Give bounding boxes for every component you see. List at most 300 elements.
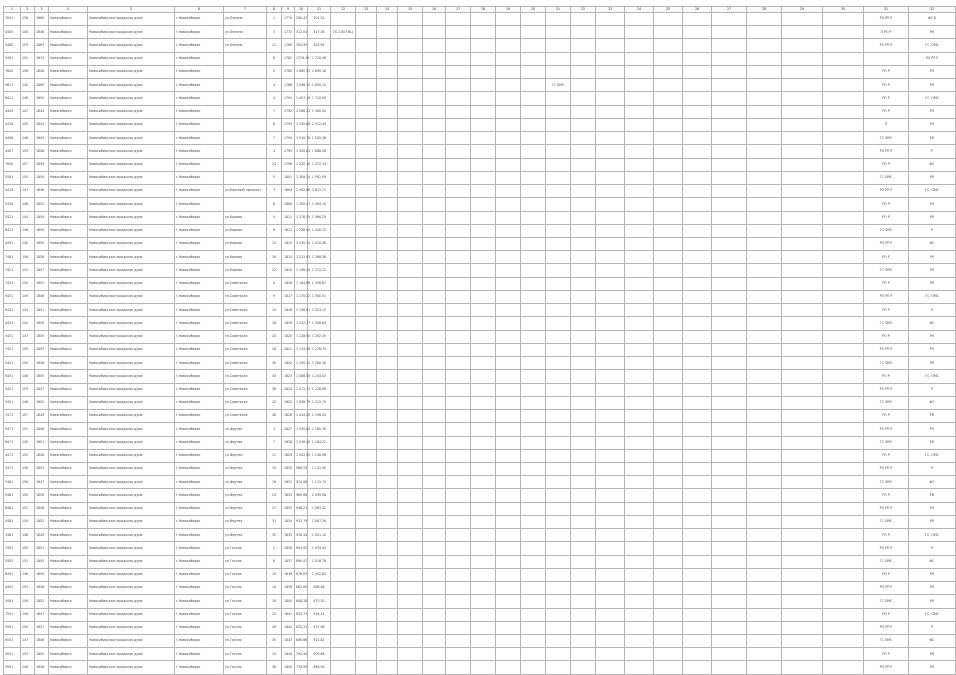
table-cell[interactable]	[571, 79, 596, 92]
table-cell[interactable]	[546, 661, 571, 674]
table-cell[interactable]: ПС 1007 ВЦ	[331, 26, 356, 39]
table-cell[interactable]: 149	[21, 92, 35, 105]
table-cell[interactable]	[546, 621, 571, 634]
table-cell[interactable]	[625, 555, 654, 568]
table-cell[interactable]	[683, 52, 712, 65]
table-cell[interactable]	[423, 118, 446, 131]
table-cell[interactable]	[546, 423, 571, 436]
table-cell[interactable]	[521, 555, 546, 568]
table-cell[interactable]: г.Новосибирск	[175, 39, 224, 52]
table-cell[interactable]: ул.Советская	[224, 317, 267, 330]
table-cell[interactable]	[654, 476, 683, 489]
table-cell[interactable]	[496, 79, 521, 92]
table-cell[interactable]: 6451	[4, 370, 21, 383]
table-cell[interactable]: 1792	[282, 105, 295, 118]
table-cell[interactable]	[596, 343, 625, 356]
table-cell[interactable]	[596, 370, 625, 383]
table-cell[interactable]: 1831	[282, 476, 295, 489]
table-cell[interactable]	[782, 277, 823, 290]
table-cell[interactable]: ул.Фрунзе	[224, 489, 267, 502]
table-cell[interactable]: 7	[267, 105, 282, 118]
table-cell[interactable]	[571, 595, 596, 608]
table-cell[interactable]: Новосибирская городская дума	[88, 621, 175, 634]
table-cell[interactable]	[571, 449, 596, 462]
table-cell[interactable]	[823, 515, 864, 528]
table-cell[interactable]: Новосибирская городская дума	[88, 65, 175, 78]
table-cell[interactable]: 1 164,22	[308, 436, 331, 449]
table-cell[interactable]	[423, 489, 446, 502]
table-cell[interactable]	[224, 132, 267, 145]
table-cell[interactable]: 1846	[35, 26, 49, 39]
table-cell[interactable]	[654, 264, 683, 277]
table-cell[interactable]	[747, 145, 782, 158]
column-header[interactable]: 13	[356, 7, 377, 13]
table-cell[interactable]	[423, 198, 446, 211]
table-cell[interactable]: 148	[21, 224, 35, 237]
table-cell[interactable]	[521, 343, 546, 356]
table-cell[interactable]	[625, 158, 654, 171]
table-cell[interactable]: ул.Гоголя	[224, 635, 267, 648]
table-cell[interactable]: 1 356,87	[308, 277, 331, 290]
table-cell[interactable]	[496, 621, 521, 634]
table-cell[interactable]	[331, 410, 356, 423]
table-cell[interactable]: 4	[267, 211, 282, 224]
table-cell[interactable]	[782, 65, 823, 78]
table-cell[interactable]	[356, 502, 377, 515]
table-cell[interactable]: РО РП Р	[864, 145, 909, 158]
table-cell[interactable]	[423, 595, 446, 608]
table-cell[interactable]: 5421	[4, 211, 21, 224]
table-cell[interactable]: 1 083,42	[308, 502, 331, 515]
table-cell[interactable]: 1 030,84	[295, 423, 308, 436]
table-cell[interactable]: 5481	[4, 489, 21, 502]
table-cell[interactable]: Новосибирская городская дума	[88, 635, 175, 648]
table-cell[interactable]: 145	[21, 237, 35, 250]
table-cell[interactable]	[377, 145, 398, 158]
table-cell[interactable]	[496, 595, 521, 608]
table-cell[interactable]	[331, 568, 356, 581]
table-cell[interactable]	[423, 26, 446, 39]
table-cell[interactable]	[521, 211, 546, 224]
table-cell[interactable]	[471, 251, 496, 264]
table-cell[interactable]	[571, 489, 596, 502]
table-cell[interactable]	[446, 423, 471, 436]
table-cell[interactable]: г.Новосибирск	[175, 343, 224, 356]
table-cell[interactable]: ул.Фрунзе	[224, 436, 267, 449]
table-cell[interactable]	[683, 105, 712, 118]
table-cell[interactable]	[471, 595, 496, 608]
table-cell[interactable]	[683, 436, 712, 449]
table-cell[interactable]	[331, 489, 356, 502]
table-cell[interactable]	[782, 555, 823, 568]
table-cell[interactable]: г.Новосибирск	[175, 13, 224, 26]
table-cell[interactable]: 7451	[4, 343, 21, 356]
table-cell[interactable]	[625, 198, 654, 211]
table-cell[interactable]	[496, 158, 521, 171]
table-cell[interactable]	[398, 251, 423, 264]
table-cell[interactable]: 1 300,47	[295, 198, 308, 211]
table-cell[interactable]: 889,50	[308, 661, 331, 674]
table-cell[interactable]	[683, 264, 712, 277]
table-cell[interactable]	[331, 158, 356, 171]
table-cell[interactable]: РК	[909, 595, 956, 608]
table-cell[interactable]: 1796	[282, 158, 295, 171]
table-cell[interactable]: 3	[267, 423, 282, 436]
table-cell[interactable]	[496, 145, 521, 158]
table-cell[interactable]	[377, 462, 398, 475]
table-cell[interactable]: 18	[267, 595, 282, 608]
table-cell[interactable]	[654, 370, 683, 383]
table-cell[interactable]	[782, 158, 823, 171]
table-cell[interactable]: 3491	[4, 52, 21, 65]
table-cell[interactable]	[446, 529, 471, 542]
table-cell[interactable]	[521, 145, 546, 158]
column-header[interactable]: 24	[625, 7, 654, 13]
table-cell[interactable]: 1851	[35, 436, 49, 449]
table-cell[interactable]	[571, 118, 596, 131]
table-cell[interactable]	[331, 436, 356, 449]
table-cell[interactable]	[596, 489, 625, 502]
table-cell[interactable]	[546, 357, 571, 370]
table-cell[interactable]: 1845	[282, 661, 295, 674]
table-cell[interactable]: Новосибирская городская дума	[88, 264, 175, 277]
table-cell[interactable]: 1852	[35, 277, 49, 290]
table-cell[interactable]	[654, 145, 683, 158]
table-cell[interactable]	[521, 502, 546, 515]
table-cell[interactable]	[782, 357, 823, 370]
table-cell[interactable]: ГС ОМС	[864, 515, 909, 528]
column-header[interactable]: 19	[496, 7, 521, 13]
table-cell[interactable]: Новосибирск	[49, 343, 88, 356]
table-cell[interactable]	[398, 595, 423, 608]
table-cell[interactable]: г.Новосибирск	[175, 105, 224, 118]
table-cell[interactable]	[747, 489, 782, 502]
table-cell[interactable]	[571, 198, 596, 211]
column-header[interactable]: 15	[398, 7, 423, 13]
table-cell[interactable]: 4409	[4, 105, 21, 118]
table-cell[interactable]: ФС	[909, 396, 956, 409]
table-cell[interactable]: 1 072,31	[295, 383, 308, 396]
table-cell[interactable]: 1 308,64	[308, 317, 331, 330]
table-cell[interactable]	[712, 635, 747, 648]
table-cell[interactable]	[331, 330, 356, 343]
table-cell[interactable]	[356, 410, 377, 423]
table-cell[interactable]	[683, 529, 712, 542]
table-cell[interactable]: 3481	[4, 529, 21, 542]
table-cell[interactable]	[683, 502, 712, 515]
table-cell[interactable]	[571, 132, 596, 145]
table-cell[interactable]	[654, 13, 683, 26]
table-cell[interactable]: ул.Гоголя	[224, 582, 267, 595]
table-cell[interactable]	[521, 542, 546, 555]
table-cell[interactable]	[331, 211, 356, 224]
table-cell[interactable]: Новосибирск	[49, 237, 88, 250]
table-cell[interactable]: г.Новосибирск	[175, 330, 224, 343]
table-cell[interactable]: 14	[267, 582, 282, 595]
table-cell[interactable]	[398, 462, 423, 475]
table-cell[interactable]	[446, 92, 471, 105]
table-cell[interactable]	[331, 529, 356, 542]
table-cell[interactable]	[683, 65, 712, 78]
table-cell[interactable]: 1814	[282, 251, 295, 264]
table-cell[interactable]	[571, 237, 596, 250]
table-cell[interactable]: 5431	[4, 290, 21, 303]
table-cell[interactable]: 18	[267, 317, 282, 330]
table-cell[interactable]	[423, 648, 446, 661]
table-cell[interactable]	[496, 52, 521, 65]
table-cell[interactable]: 155	[21, 343, 35, 356]
table-cell[interactable]: 921,82	[308, 635, 331, 648]
table-cell[interactable]	[546, 264, 571, 277]
table-cell[interactable]	[654, 515, 683, 528]
table-cell[interactable]: 1801	[282, 171, 295, 184]
table-cell[interactable]	[446, 39, 471, 52]
table-cell[interactable]	[446, 52, 471, 65]
table-cell[interactable]: 7471	[4, 410, 21, 423]
table-cell[interactable]	[625, 595, 654, 608]
table-cell[interactable]	[331, 118, 356, 131]
table-cell[interactable]: ФС	[909, 317, 956, 330]
column-header[interactable]: 26	[683, 7, 712, 13]
table-cell[interactable]	[683, 648, 712, 661]
table-cell[interactable]: 1824	[282, 383, 295, 396]
table-cell[interactable]	[782, 237, 823, 250]
table-cell[interactable]: Новосибирская городская дума	[88, 555, 175, 568]
table-cell[interactable]	[398, 489, 423, 502]
table-cell[interactable]	[683, 26, 712, 39]
table-cell[interactable]: ГС ОМС	[864, 595, 909, 608]
table-cell[interactable]: РО	[909, 582, 956, 595]
table-cell[interactable]	[496, 65, 521, 78]
table-cell[interactable]	[683, 661, 712, 674]
table-cell[interactable]	[471, 185, 496, 198]
table-cell[interactable]	[423, 621, 446, 634]
table-cell[interactable]	[331, 132, 356, 145]
table-cell[interactable]: 806,86	[295, 635, 308, 648]
table-cell[interactable]: 1825	[282, 396, 295, 409]
table-cell[interactable]	[521, 92, 546, 105]
table-cell[interactable]: Новосибирская городская дума	[88, 595, 175, 608]
table-cell[interactable]	[596, 92, 625, 105]
table-cell[interactable]	[823, 251, 864, 264]
table-cell[interactable]	[683, 39, 712, 52]
table-cell[interactable]	[683, 211, 712, 224]
table-cell[interactable]	[471, 52, 496, 65]
table-cell[interactable]	[782, 92, 823, 105]
table-cell[interactable]	[446, 357, 471, 370]
table-cell[interactable]: г.Новосибирск	[175, 357, 224, 370]
table-cell[interactable]: 1 184,66	[295, 277, 308, 290]
table-cell[interactable]	[747, 357, 782, 370]
table-cell[interactable]: 792,44	[295, 648, 308, 661]
table-cell[interactable]	[683, 396, 712, 409]
table-cell[interactable]	[571, 410, 596, 423]
table-cell[interactable]	[546, 648, 571, 661]
table-cell[interactable]	[496, 26, 521, 39]
table-cell[interactable]	[546, 52, 571, 65]
table-cell[interactable]: г.Новосибирск	[175, 489, 224, 502]
table-cell[interactable]	[496, 264, 521, 277]
table-cell[interactable]: ул.Кирова	[224, 264, 267, 277]
table-cell[interactable]: 150	[21, 171, 35, 184]
table-cell[interactable]: РО РП Р	[864, 621, 909, 634]
table-cell[interactable]	[423, 105, 446, 118]
table-cell[interactable]	[377, 26, 398, 39]
table-cell[interactable]: Новосибирск	[49, 410, 88, 423]
table-cell[interactable]	[331, 92, 356, 105]
table-cell[interactable]: г.Новосибирск	[175, 661, 224, 674]
table-cell[interactable]: 10	[267, 568, 282, 581]
table-cell[interactable]: 1 407,19	[295, 92, 308, 105]
table-cell[interactable]: 1 520,36	[308, 132, 331, 145]
table-cell[interactable]	[683, 582, 712, 595]
table-cell[interactable]: Новосибирск	[49, 423, 88, 436]
table-cell[interactable]: Новосибирская городская дума	[88, 39, 175, 52]
table-cell[interactable]: 7641	[4, 13, 21, 26]
table-cell[interactable]	[398, 211, 423, 224]
table-cell[interactable]	[747, 330, 782, 343]
table-cell[interactable]	[782, 449, 823, 462]
table-cell[interactable]: 1 230,14	[295, 237, 308, 250]
table-cell[interactable]: г.Новосибирск	[175, 158, 224, 171]
table-cell[interactable]	[596, 330, 625, 343]
table-cell[interactable]: 150	[21, 621, 35, 634]
table-cell[interactable]	[712, 582, 747, 595]
table-cell[interactable]	[571, 476, 596, 489]
table-cell[interactable]: ул.Советская	[224, 277, 267, 290]
table-cell[interactable]	[823, 383, 864, 396]
table-cell[interactable]: 1846	[35, 635, 49, 648]
table-cell[interactable]: 1793	[282, 118, 295, 131]
table-cell[interactable]	[654, 608, 683, 621]
table-cell[interactable]: 12	[267, 237, 282, 250]
table-cell[interactable]	[356, 595, 377, 608]
table-cell[interactable]: ГС ОМС	[864, 555, 909, 568]
table-cell[interactable]	[782, 185, 823, 198]
table-cell[interactable]	[747, 224, 782, 237]
table-cell[interactable]	[496, 198, 521, 211]
table-cell[interactable]: 145	[21, 118, 35, 131]
table-cell[interactable]: Новосибирск	[49, 65, 88, 78]
table-cell[interactable]: 24	[267, 158, 282, 171]
table-cell[interactable]: 1819	[282, 317, 295, 330]
table-cell[interactable]	[683, 92, 712, 105]
table-cell[interactable]: 1 115,74	[308, 476, 331, 489]
table-cell[interactable]: 4	[267, 145, 282, 158]
table-cell[interactable]: РО	[909, 105, 956, 118]
table-cell[interactable]	[654, 462, 683, 475]
table-cell[interactable]	[596, 515, 625, 528]
table-cell[interactable]	[683, 542, 712, 555]
table-cell[interactable]: ГС ОМС	[864, 396, 909, 409]
table-cell[interactable]	[654, 529, 683, 542]
table-cell[interactable]: 820,31	[295, 621, 308, 634]
table-cell[interactable]: 4	[267, 92, 282, 105]
table-cell[interactable]	[712, 198, 747, 211]
table-cell[interactable]	[331, 65, 356, 78]
table-cell[interactable]	[546, 410, 571, 423]
table-cell[interactable]	[782, 489, 823, 502]
table-cell[interactable]	[625, 436, 654, 449]
table-cell[interactable]: г.Новосибирск	[175, 608, 224, 621]
table-cell[interactable]	[823, 542, 864, 555]
table-cell[interactable]: ул.Гоголя	[224, 608, 267, 621]
table-cell[interactable]	[446, 621, 471, 634]
table-cell[interactable]	[446, 132, 471, 145]
table-cell[interactable]: 6	[267, 555, 282, 568]
table-cell[interactable]: 1 372,22	[308, 264, 331, 277]
table-cell[interactable]	[356, 79, 377, 92]
table-cell[interactable]	[747, 449, 782, 462]
table-cell[interactable]: г.Новосибирск	[175, 423, 224, 436]
table-cell[interactable]	[377, 251, 398, 264]
table-cell[interactable]	[331, 582, 356, 595]
table-cell[interactable]	[625, 39, 654, 52]
table-cell[interactable]: г.Новосибирск	[175, 502, 224, 515]
table-cell[interactable]: 1 195,68	[295, 118, 308, 131]
table-cell[interactable]: 290,47	[295, 13, 308, 26]
table-cell[interactable]	[712, 211, 747, 224]
table-cell[interactable]	[823, 489, 864, 502]
table-cell[interactable]	[471, 529, 496, 542]
table-cell[interactable]	[625, 52, 654, 65]
table-cell[interactable]: 960,66	[295, 489, 308, 502]
table-cell[interactable]	[546, 171, 571, 184]
table-cell[interactable]: ул.Ленина	[224, 13, 267, 26]
table-cell[interactable]: РО Р	[864, 158, 909, 171]
table-cell[interactable]: 1851	[35, 621, 49, 634]
table-cell[interactable]	[377, 237, 398, 250]
table-cell[interactable]	[521, 489, 546, 502]
table-cell[interactable]: ул.Кирова	[224, 211, 267, 224]
table-cell[interactable]: 146	[21, 198, 35, 211]
table-cell[interactable]: Новосибирск	[49, 529, 88, 542]
table-cell[interactable]	[521, 290, 546, 303]
table-cell[interactable]	[654, 224, 683, 237]
table-cell[interactable]: РК	[909, 568, 956, 581]
table-cell[interactable]	[377, 118, 398, 131]
table-cell[interactable]	[747, 529, 782, 542]
table-cell[interactable]	[823, 595, 864, 608]
table-cell[interactable]: Новосибирск	[49, 370, 88, 383]
table-cell[interactable]	[654, 595, 683, 608]
table-cell[interactable]	[571, 330, 596, 343]
table-cell[interactable]: 1823	[282, 370, 295, 383]
table-cell[interactable]	[712, 357, 747, 370]
table-cell[interactable]: 1 180,38	[308, 423, 331, 436]
table-cell[interactable]	[224, 79, 267, 92]
table-cell[interactable]	[423, 449, 446, 462]
table-cell[interactable]: 1843	[282, 635, 295, 648]
table-cell[interactable]	[446, 410, 471, 423]
table-cell[interactable]	[683, 462, 712, 475]
table-cell[interactable]	[571, 542, 596, 555]
table-cell[interactable]: 1845	[35, 132, 49, 145]
table-cell[interactable]: Новосибирск	[49, 171, 88, 184]
table-cell[interactable]: РО РП Р	[909, 52, 956, 65]
table-cell[interactable]	[747, 462, 782, 475]
table-cell[interactable]: Новосибирская городская дума	[88, 26, 175, 39]
table-cell[interactable]	[423, 145, 446, 158]
table-cell[interactable]	[471, 304, 496, 317]
table-cell[interactable]	[377, 436, 398, 449]
table-cell[interactable]: 1 688,28	[308, 145, 331, 158]
table-cell[interactable]: 148	[21, 132, 35, 145]
table-cell[interactable]	[596, 502, 625, 515]
table-cell[interactable]: г.Новосибирск	[175, 52, 224, 65]
table-cell[interactable]	[398, 370, 423, 383]
table-cell[interactable]	[625, 118, 654, 131]
